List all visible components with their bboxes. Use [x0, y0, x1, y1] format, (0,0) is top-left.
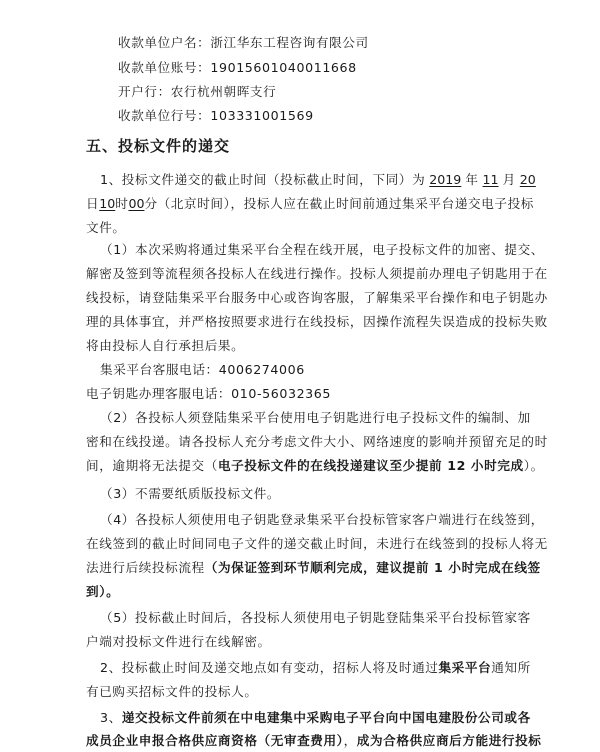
deadline-text-c: 月	[502, 172, 516, 187]
p3-bold-text-3: 成为合格供应商后方能进行投标	[356, 733, 542, 748]
item4-line-3	[86, 558, 600, 578]
item1-line-2: 解密及签到等流程须各投标人在线进行操作。投标人须提前办理电子钥匙用于在	[86, 266, 548, 281]
deadline-text-f: 分（北京时间），投标人应在截止时间前通过集采平台递交电子投标	[144, 196, 534, 211]
p3-bold-text-1: 递交投标文件前须在中电建集中采购电子平台向中国电建股份公司或各	[121, 710, 531, 725]
deadline-day: 20	[519, 172, 536, 187]
item2-bold-note: 电子投标文件的在线投递建议至少提前 12 小时完成	[217, 458, 524, 473]
deadline-minute: 00	[128, 196, 145, 211]
item2-line-3	[86, 456, 600, 476]
deadline-text-e: 时	[115, 196, 129, 211]
item4-text-a: 法进行后续投标流程	[86, 560, 205, 575]
payee-account-line: 收款单位账号：19015601040011668	[118, 60, 357, 75]
item2-text-a: 间，逾期将无法提交（	[86, 458, 218, 473]
item2-text-c: ）。	[523, 458, 544, 473]
p2-line-2: 有已购买招标文件的投标人。	[86, 684, 258, 699]
deadline-line-3: 文件。	[86, 220, 126, 235]
item5-line-1: （5）投标截止时间后，各投标人须使用电子钥匙登陆集采平台投标管家客	[100, 610, 531, 625]
item4-bold-note: （为保证签到环节顺利完成，建议提前 1 小时完成在线签	[204, 560, 541, 575]
item1-line-5: 将由投标人自行承担后果。	[86, 338, 245, 353]
key-hotline: 电子钥匙办理客服电话：010-56032365	[86, 386, 332, 401]
item4-line-4: 到）。	[86, 584, 120, 599]
item1-line-4: 理的具体事宜，并严格按照要求进行在线投标，因操作流程失误造成的投标失败	[86, 314, 548, 329]
platform-hotline: 集采平台客服电话：4006274006	[100, 362, 305, 377]
p3-comma: ，	[343, 733, 357, 748]
p2-line-1	[100, 658, 600, 678]
deadline-year: 2019	[429, 172, 462, 187]
item4-line-1: （4）各投标人须使用电子钥匙登录集采平台投标管家客户端进行在线签到，	[100, 512, 545, 527]
deadline-text-a: 1、投标文件递交的截止时间（投标截止时间，下同）为	[100, 172, 426, 187]
deadline-text-b: 年	[465, 172, 479, 187]
item3-line: （3）不需要纸质版投标文件。	[100, 486, 281, 501]
deadline-line-1	[100, 170, 600, 190]
item2-line-1: （2）各投标人须登陆集采平台使用电子钥匙进行电子投标文件的编制、加	[100, 410, 531, 425]
deadline-hour: 10	[99, 196, 116, 211]
p3-bold-text-2: 成员企业申报合格供应商资格（无审查费用）	[86, 733, 344, 748]
item4-line-2: 在线签到的截止时间同电子文件的递交截止时间，未进行在线签到的投标人将无	[86, 536, 548, 551]
deadline-line-2	[86, 194, 600, 214]
item5-line-2: 户端对投标文件进行在线解密。	[86, 634, 271, 649]
deadline-month: 11	[482, 172, 499, 187]
payee-unit-line: 收款单位户名：浙江华东工程咨询有限公司	[118, 35, 369, 50]
item2-line-2: 密和在线投递。请各投标人充分考虑文件大小、网络速度的影响并预留充足的时	[86, 434, 548, 449]
item1-line-3: 线投标，请登陆集采平台服务中心或咨询客服，了解集采平台操作和电子钥匙办	[86, 290, 548, 305]
deadline-text-d: 日	[86, 196, 100, 211]
p3-number: 3、	[100, 710, 122, 725]
p2-text-c: 通知所	[491, 660, 531, 675]
p3-line-2	[86, 731, 600, 751]
p2-text-a: 2、投标截止时间及递交地点如有变动，招标人将及时通过	[100, 660, 439, 675]
p2-bold-platform: 集采平台	[438, 660, 492, 675]
bank-code-line: 收款单位行号：103331001569	[118, 108, 314, 123]
bank-line: 开户行：农行杭州朝晖支行	[118, 84, 277, 99]
item1-line-1: （1）本次采购将通过集采平台全程在线开展，电子投标文件的加密、提交、	[100, 242, 545, 257]
section-heading: 五、投标文件的递交	[86, 137, 231, 155]
p3-line-1	[100, 708, 600, 728]
